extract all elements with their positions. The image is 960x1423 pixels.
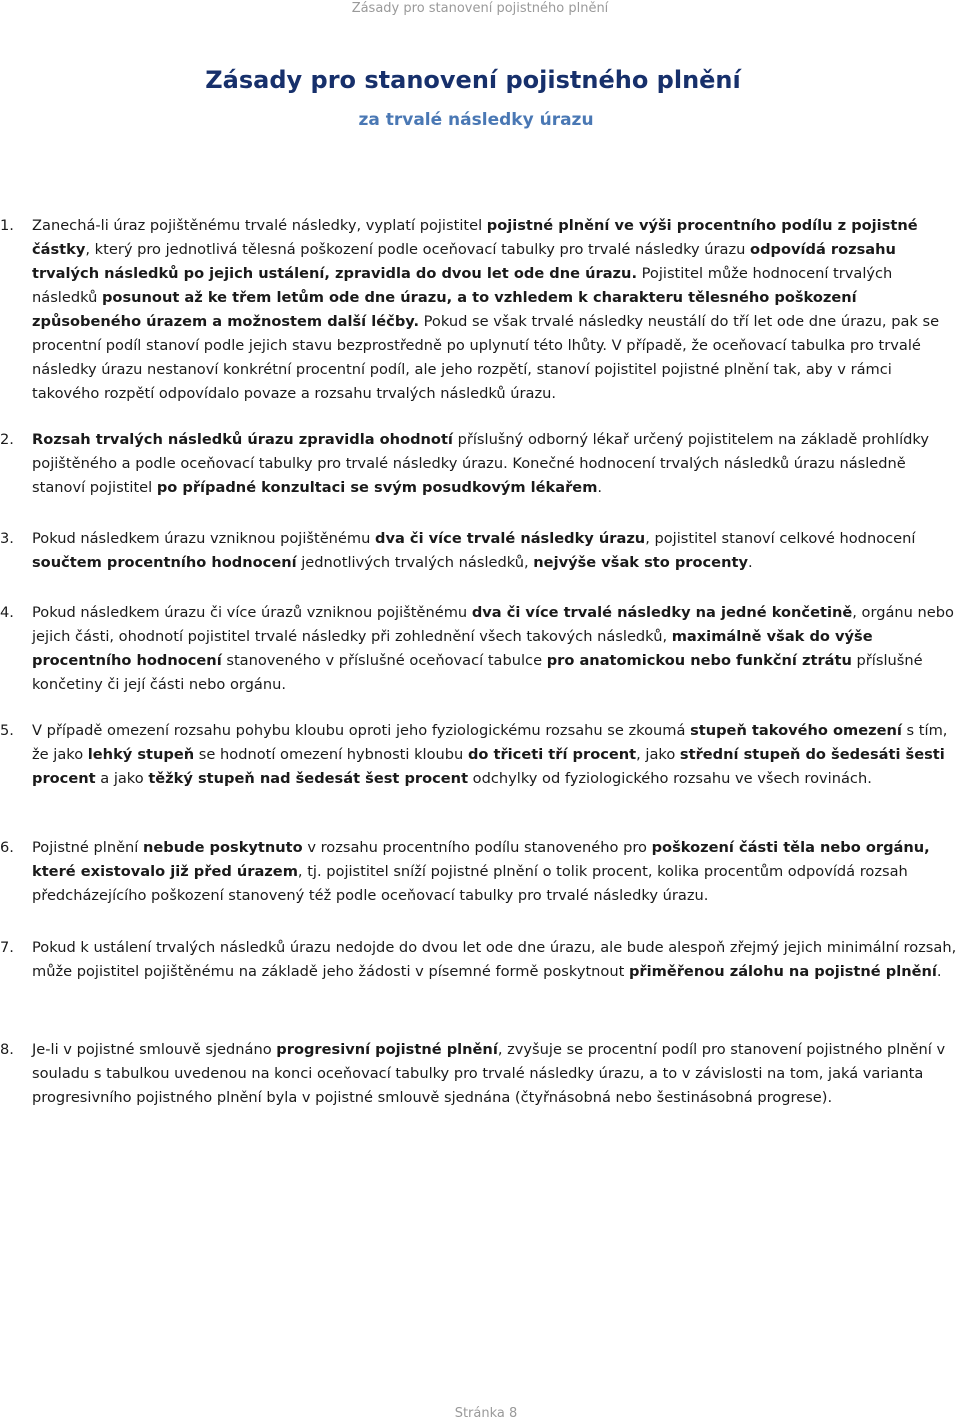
clause-number: 1. <box>0 217 14 234</box>
clause-text: V případě omezení rozsahu pohybu kloubu oproti jeho fyziologickému rozsahu se zkoumá stupeň takového omezení s tím, že jako lehký stupeň se hodnotí omezení hybnosti kloubu do třiceti tří procent, jako střední stupeň do šedesáti šesti procent a jako těžký stupeň nad šedesát šest procent odchylky od fyziologického rozsahu ve všech rovinách. <box>32 722 948 787</box>
clause-number: 7. <box>0 939 14 956</box>
clause-number: 3. <box>0 530 14 547</box>
clause-number: 8. <box>0 1041 14 1058</box>
clause-text: Pojistné plnění nebude poskytnuto v rozsahu procentního podílu stanoveného pro poškození části těla nebo orgánu, které existovalo již před úrazem, tj. pojistitel sníží pojistné plnění o tolik procent, kolika procentům odpovídá rozsah předcházejícího poškození stanovený též podle oceňovací tabulky pro trvalé následky úrazu. <box>32 839 930 904</box>
clause-5 <box>0 719 960 791</box>
clause-text: Pokud k ustálení trvalých následků úrazu nedojde do dvou let ode dne úrazu, ale bude alespoň zřejmý jejich minimální rozsah, může pojistitel pojištěnému na základě jeho žádosti v písemné formě poskytnout přiměřenou zálohu na pojistné plnění. <box>32 939 957 980</box>
clause-number: 5. <box>0 722 14 739</box>
clause-number: 6. <box>0 839 14 856</box>
clause-text: Zanechá-li úraz pojištěnému trvalé následky, vyplatí pojistitel pojistné plnění ve výši procentního podílu z pojistné částky, který pro jednotlivá tělesná poškození podle oceňovací tabulky pro trvalé následky úrazu odpovídá rozsahu trvalých následků po jejich ustálení, zpravidla do dvou let ode dne úrazu. Pojistitel může hodnocení trvalých následků posunout až ke třem letům ode dne úrazu, a to vzhledem k charakteru tělesného poškození způsobeného úrazem a možnostem další léčby. Pokud se však trvalé následky neustálí do tří let ode dne úrazu, pak se procentní podíl stanoví podle jejich stavu bezprostředně po uplynutí této lhůty. V případě, že oceňovací tabulka pro trvalé následky úrazu nestanoví konkrétní procentní podíl, ale jeho rozpětí, stanoví pojistitel pojistné plnění tak, aby v rámci takového rozpětí odpovídalo povaze a rozsahu trvalých následků úrazu. <box>32 217 940 402</box>
clause-number: 2. <box>0 431 14 448</box>
document-subtitle: za trvalé následky úrazu <box>358 110 594 130</box>
running-header: Zásady pro stanovení pojistného plnění <box>351 1 609 16</box>
clause-7 <box>0 936 960 984</box>
clause-text: Pokud následkem úrazu vzniknou pojištěnému dva či více trvalé následky úrazu, pojistitel stanoví celkové hodnocení součtem procentního hodnocení jednotlivých trvalých následků, nejvýše však sto procenty. <box>32 530 916 571</box>
document-title: Zásady pro stanovení pojistného plnění <box>205 66 741 94</box>
clause-text: Pokud následkem úrazu či více úrazů vzniknou pojištěnému dva či více trvalé následky na jedné končetině, orgánu nebo jejich části, ohodnotí pojistitel trvalé následky při zohlednění všech takových následků, maximálně však do výše procentního hodnocení stanoveného v příslušné oceňovací tabulce pro anatomickou nebo funkční ztrátu příslušné končetiny či její části nebo orgánu. <box>32 604 954 693</box>
clause-3 <box>0 527 960 575</box>
clause-1 <box>0 214 960 406</box>
clause-8 <box>0 1038 960 1110</box>
clause-4 <box>0 601 960 697</box>
clause-text: Rozsah trvalých následků úrazu zpravidla ohodnotí příslušný odborný lékař určený pojistitelem na základě prohlídky pojištěného a podle oceňovací tabulky pro trvalé následky úrazu. Konečné hodnocení trvalých následků úrazu následně stanoví pojistitel po případné konzultaci se svým posudkovým lékařem. <box>32 431 929 496</box>
clause-6 <box>0 836 960 908</box>
clause-2 <box>0 428 960 500</box>
page-number: Stránka 8 <box>454 1406 518 1421</box>
clause-number: 4. <box>0 604 14 621</box>
clause-text: Je-li v pojistné smlouvě sjednáno progresivní pojistné plnění, zvyšuje se procentní podíl pro stanovení pojistného plnění v souladu s tabulkou uvedenou na konci oceňovací tabulky pro trvalé následky úrazu, a to v závislosti na tom, jaká varianta progresivního pojistného plnění byla v pojistné smlouvě sjednána (čtyřnásobná nebo šestinásobná progrese). <box>32 1041 946 1106</box>
